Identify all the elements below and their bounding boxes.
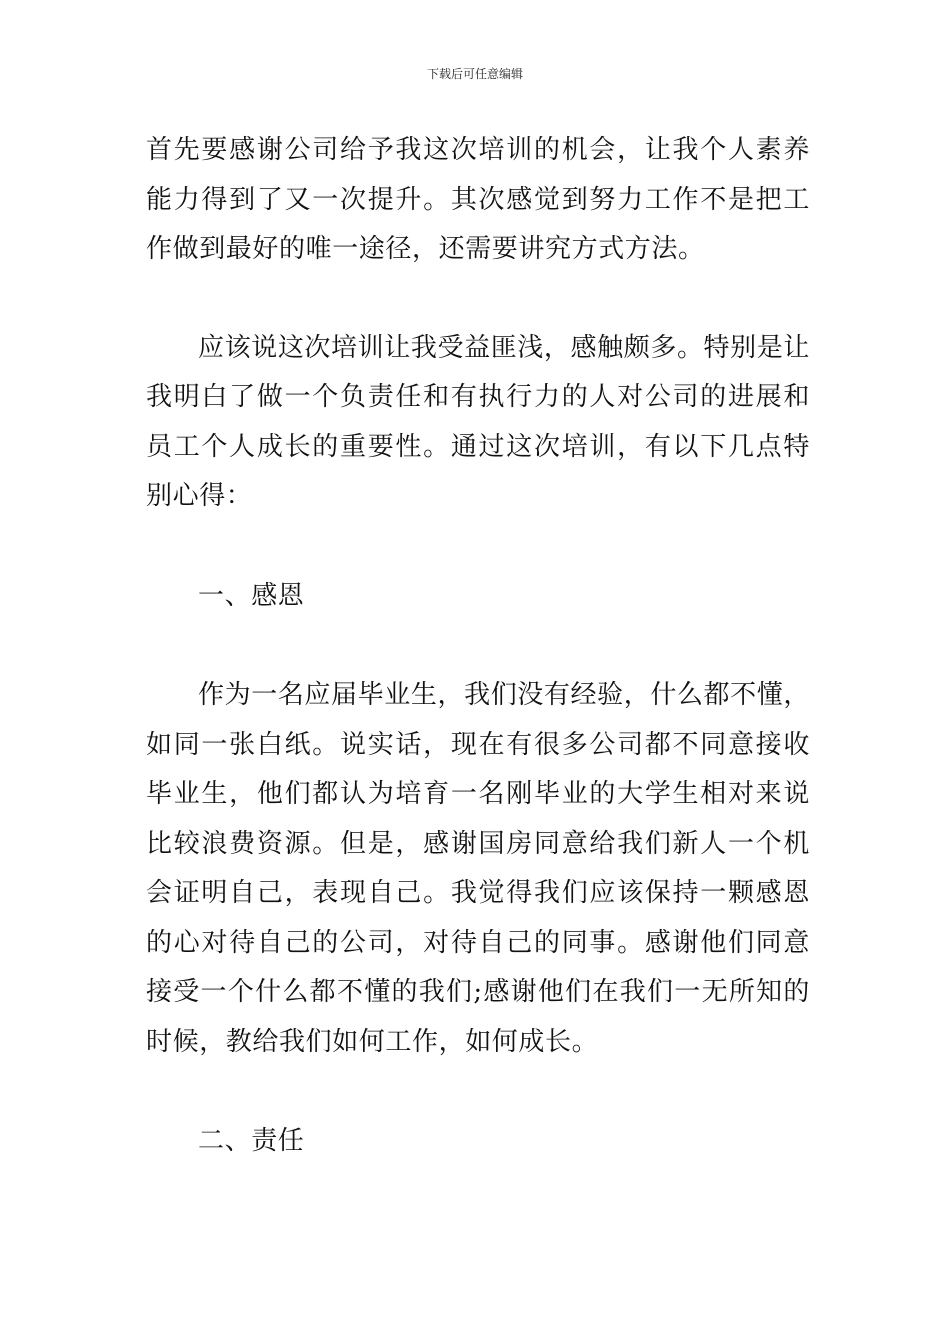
paragraph-intro: 首先要感谢公司给予我这次培训的机会，让我个人素养能力得到了又一次提升。其次感觉到努力工作不是把工作做到最好的唯一途径，还需要讲究方式方法。 [146, 135, 810, 264]
document-body [146, 126, 810, 1167]
section-heading-gratitude: 一、感恩 [198, 580, 305, 611]
paragraph-training-gains: 应该说这次培训让我受益匪浅，感触颇多。特别是让我明白了做一个负责任和有执行力的人对公司的进展和员工个人成长的重要性。通过这次培训，有以下几点特别心得： [146, 332, 810, 511]
section-heading-responsibility: 二、责任 [198, 1126, 305, 1156]
page-header-note: 下载后可任意编辑 [426, 67, 523, 81]
paragraph-gratitude: 作为一名应届毕业生，我们没有经验，什么都不懂，如同一张白纸。说实话，现在有很多公司都不同意接收毕业生，他们都认为培育一名刚毕业的大学生相对来说比较浪费资源。但是，感谢国房同意给我们新人一个机会证明自己，表现自己。我觉得我们应该保持一颗感恩的心对待自己的公司，对待自己的同事。感谢他们同意接受一个什么都不懂的我们;感谢他们在我们一无所知的时候，教给我们如何工作，如何成长。 [146, 680, 810, 1057]
